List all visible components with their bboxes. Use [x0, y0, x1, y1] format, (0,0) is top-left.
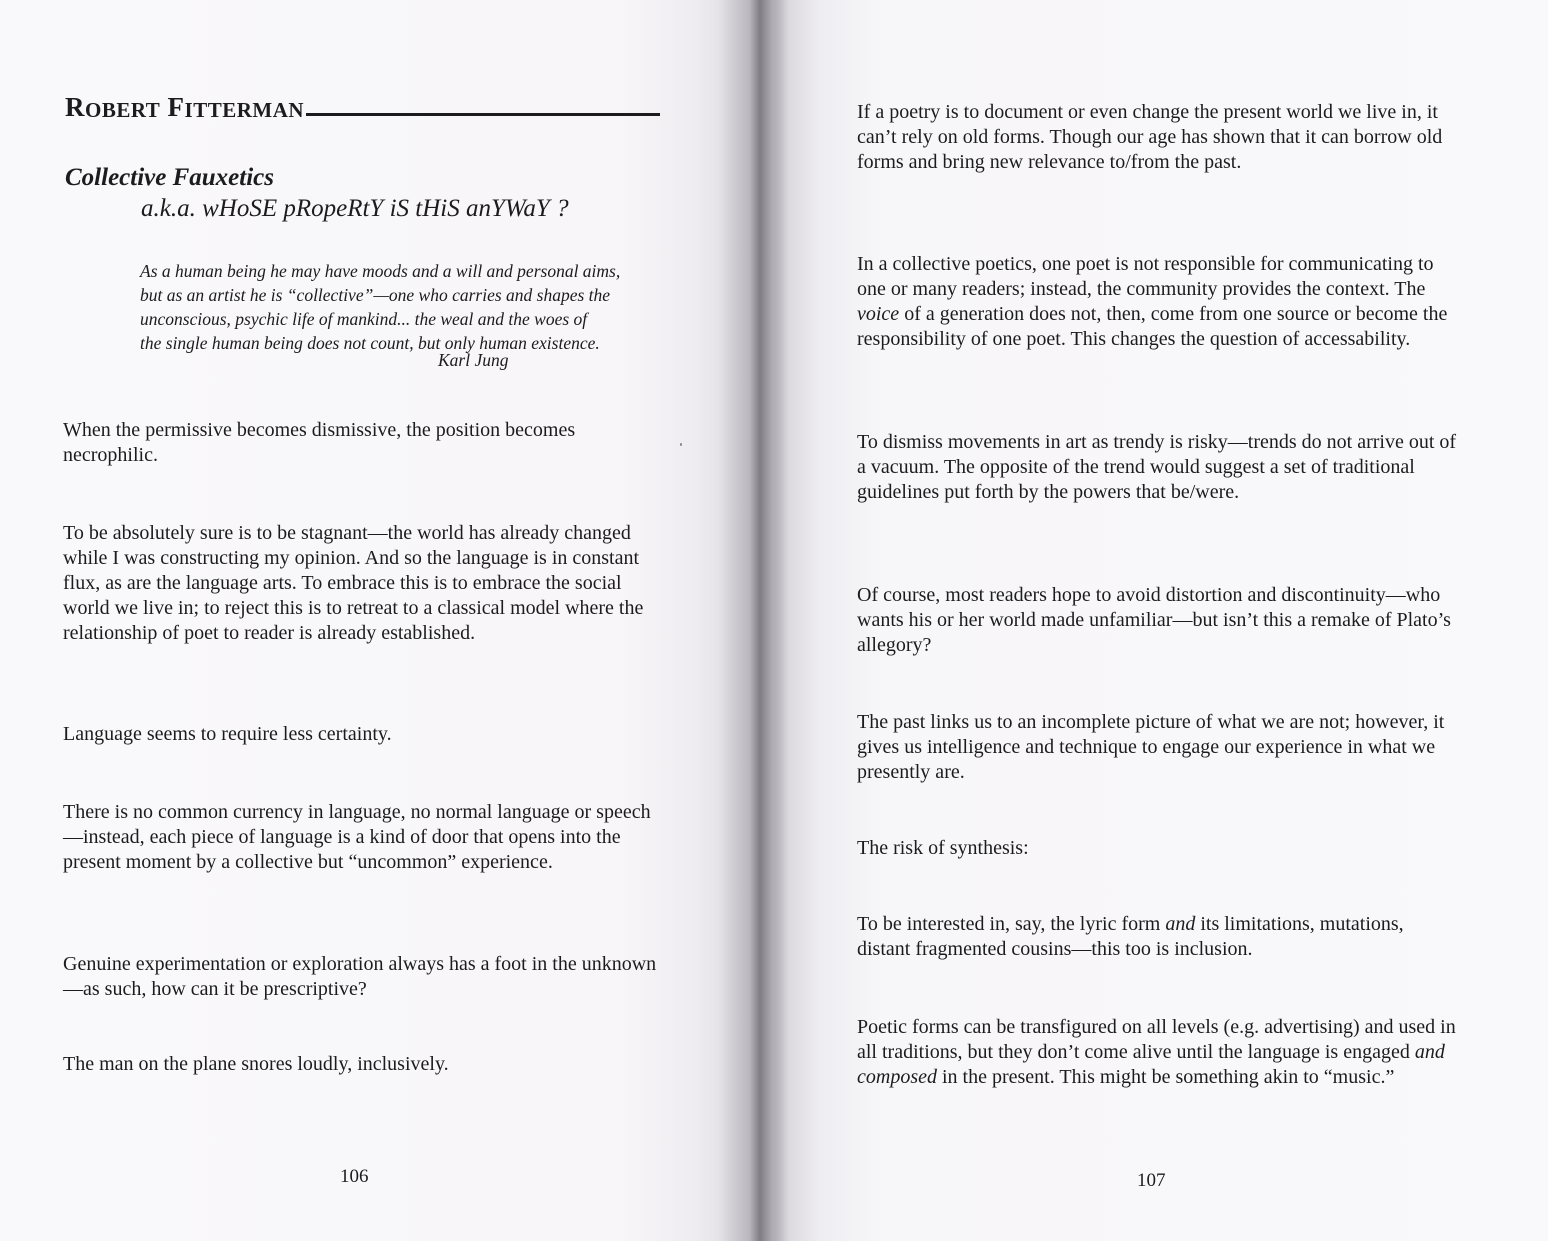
paragraph-text: To be interested in, say, the lyric form	[857, 913, 1166, 935]
author-first-rest: OBERT	[85, 98, 161, 122]
author-last-initial: F	[167, 92, 185, 122]
article-subtitle: a.k.a. wHoSE pRopeRtY iS tHiS anYWaY ?	[141, 195, 569, 222]
paragraph-text: Poetic forms can be transfigured on all levels (e.g. advertising) and used in all traditions, but they don’t come alive until the language is engaged	[857, 1016, 1456, 1063]
epigraph-line: but as an artist he is “collective”—one who carries and shapes the	[140, 285, 611, 305]
paragraph-text: its limitations, mutations, distant fragmented cousins—this too is inclusion.	[857, 913, 1404, 960]
paragraph-emphasis: and	[1165, 913, 1196, 935]
paragraph: The man on the plane snores loudly, inclusively.	[63, 1053, 449, 1075]
author-name	[65, 92, 660, 123]
paragraph: If a poetry is to document or even change the present world we live in, it can’t rely on old forms. Though our age has shown that it can borrow old forms and bring new relevance to/from the past.	[857, 101, 1443, 173]
epigraph	[140, 259, 660, 355]
paragraph-emphasis: and composed	[857, 1041, 1445, 1088]
paragraph: Of course, most readers hope to avoid distortion and discontinuity—who wants his or her world made unfamiliar—but isn’t this a remake of Plato’s allegory?	[857, 584, 1451, 656]
paragraph-text: in the present. This might be something akin to “music.”	[936, 1066, 1395, 1088]
epigraph-line: unconscious, psychic life of mankind... the weal and the woes of	[140, 309, 588, 329]
paragraph-emphasis: voice	[857, 303, 900, 325]
epigraph-attribution: Karl Jung	[438, 350, 509, 370]
article-title: Collective Fauxetics	[65, 164, 274, 191]
author-rule	[306, 113, 660, 116]
print-speck	[680, 443, 682, 446]
paragraph: There is no common currency in language, no normal language or speech—instead, each piece of language is a kind of door that opens into the present moment by a collective but “uncommon” experience.	[63, 801, 651, 873]
paragraph	[857, 1015, 1461, 1090]
paragraph: To be absolutely sure is to be stagnant—the world has already changed while I was constructing my opinion. And so the language is in constant flux, as are the language arts. To embrace this is to embrace the social world we live in; to reject this is to retreat to a classical model where the relationship of poet to reader is already established.	[63, 522, 644, 644]
epigraph-line: the single human being does not count, but only human existence.	[140, 333, 600, 353]
paragraph: When the permissive becomes dismissive, the position becomes necrophilic.	[63, 419, 576, 466]
author-first-initial: R	[65, 92, 85, 122]
author-last-rest: ITTERMAN	[184, 98, 305, 122]
page-number: 107	[1137, 1170, 1166, 1191]
paragraph: To dismiss movements in art as trendy is risky—trends do not arrive out of a vacuum. The opposite of the trend would suggest a set of traditional guidelines put forth by the powers that be/were.	[857, 431, 1457, 503]
paragraph-text: of a generation does not, then, come from one source or become the responsibility of one poet. This changes the question of accessability.	[857, 303, 1448, 350]
paragraph: The past links us to an incomplete picture of what we are not; however, it gives us intelligence and technique to engage our experience in what we presently are.	[857, 711, 1445, 783]
paragraph	[857, 252, 1461, 352]
paragraph: The risk of synthesis:	[857, 837, 1029, 859]
paragraph	[857, 912, 1461, 962]
epigraph-line: As a human being he may have moods and a will and personal aims,	[140, 261, 621, 281]
paragraph: Language seems to require less certainty.	[63, 723, 392, 745]
paragraph: Genuine experimentation or exploration always has a foot in the unknown—as such, how can it be prescriptive?	[63, 953, 657, 1000]
paragraph-text: In a collective poetics, one poet is not responsible for communicating to one or many readers; instead, the community provides the context. The	[857, 253, 1434, 300]
page-number: 106	[340, 1166, 369, 1187]
